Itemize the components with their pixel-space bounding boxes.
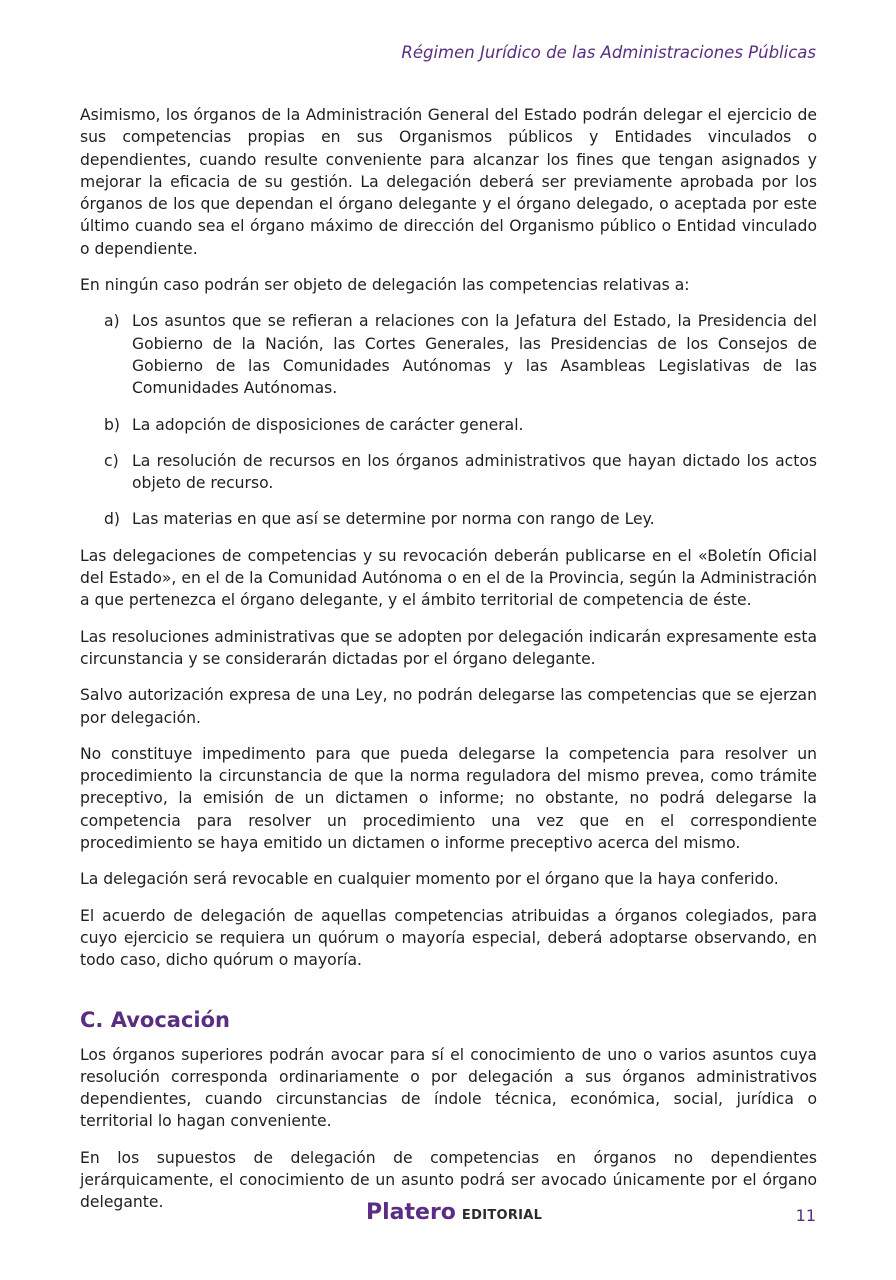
running-header-title: Régimen Jurídico de las Administraciones Públicas	[401, 43, 816, 62]
page-number: 11	[795, 1206, 816, 1225]
body-paragraph: La delegación será revocable en cualquier momento por el órgano que la haya conferido.	[80, 870, 779, 889]
list-item	[80, 414, 817, 436]
list-marker: b)	[104, 415, 120, 434]
body-paragraph: El acuerdo de delegación de aquellas competencias atribuidas a órganos colegiados, para cuyo ejercicio se requiera un quórum o mayoría especial, deberá adoptarse observando, en todo caso, dicho quórum o mayoría.	[80, 906, 817, 970]
body-paragraph: Los órganos superiores podrán avocar para sí el conocimiento de uno o varios asuntos cuya resolución corresponda ordinariamente o por delegación a sus órganos administrativos dependientes, cuando circunstancias de índole técnica, económica, social, jurídica o territorial lo hagan conveniente.	[80, 1045, 817, 1131]
page-content	[80, 104, 817, 1228]
list-item	[80, 310, 817, 399]
list-marker: a)	[104, 312, 120, 331]
publisher-brand: Platero	[366, 1200, 456, 1225]
list-item-text: Las materias en que así se determine por norma con rango de Ley.	[132, 510, 655, 529]
list-marker: d)	[104, 510, 120, 529]
exceptions-list	[80, 310, 817, 530]
body-paragraph: En los supuestos de delegación de competencias en órganos no dependientes jerárquicamente, el conocimiento de un asunto podrá ser avocado únicamente por el órgano delegante.	[80, 1148, 817, 1212]
list-item	[80, 450, 817, 495]
section-heading-avocacion: C. Avocación	[80, 1007, 230, 1032]
body-paragraph: Las delegaciones de competencias y su revocación deberán publicarse en el «Boletín Oficial del Estado», en el de la Comunidad Autónoma o en el de la Provincia, según la Administración a que pertenezca el órgano delegante, y el ámbito territorial de competencia de éste.	[80, 546, 817, 610]
body-paragraph: No constituye impedimento para que pueda delegarse la competencia para resolver un procedimiento la circunstancia de que la norma reguladora del mismo prevea, como trámite preceptivo, la emisión de un dictamen o informe; no obstante, no podrá delegarse la competencia para resolver un procedimiento una vez que en el correspondiente procedimiento se haya emitido un dictamen o informe preceptivo acerca del mismo.	[80, 744, 817, 853]
list-item-text: La adopción de disposiciones de carácter general.	[132, 415, 524, 434]
body-paragraph: Salvo autorización expresa de una Ley, no podrán delegarse las competencias que se ejerzan por delegación.	[80, 686, 817, 727]
list-item-text: Los asuntos que se refieran a relaciones con la Jefatura del Estado, la Presidencia del Gobierno de la Nación, las Cortes Generales, las Presidencias de los Consejos de Gobierno de las Comunidades Autónomas y las Asambleas Legislativas de las Comunidades Autónomas.	[132, 312, 817, 398]
list-item	[80, 508, 817, 530]
list-item-text: La resolución de recursos en los órganos administrativos que hayan dictado los actos objeto de recurso.	[132, 451, 817, 493]
body-paragraph: Asimismo, los órganos de la Administración General del Estado podrán delegar el ejercicio de sus competencias propias en sus Organismos públicos y Entidades vinculados o dependientes, cuando resulte conveniente para alcanzar los fines que tengan asignados y mejorar la eficacia de su gestión. La delegación deberá ser previamente aprobada por los órganos de los que dependan el órgano delegante y el órgano delegado, o aceptada por este último cuando sea el órgano máximo de dirección del Organismo público o Entidad vinculado o dependiente.	[80, 106, 817, 258]
body-paragraph: En ningún caso podrán ser objeto de delegación las competencias relativas a:	[80, 276, 690, 295]
list-marker: c)	[104, 451, 119, 470]
publisher-logo	[366, 1200, 542, 1225]
body-paragraph: Las resoluciones administrativas que se adopten por delegación indicarán expresamente esta circunstancia y se considerarán dictadas por el órgano delegante.	[80, 627, 817, 668]
publisher-subtitle: EDITORIAL	[461, 1208, 543, 1223]
